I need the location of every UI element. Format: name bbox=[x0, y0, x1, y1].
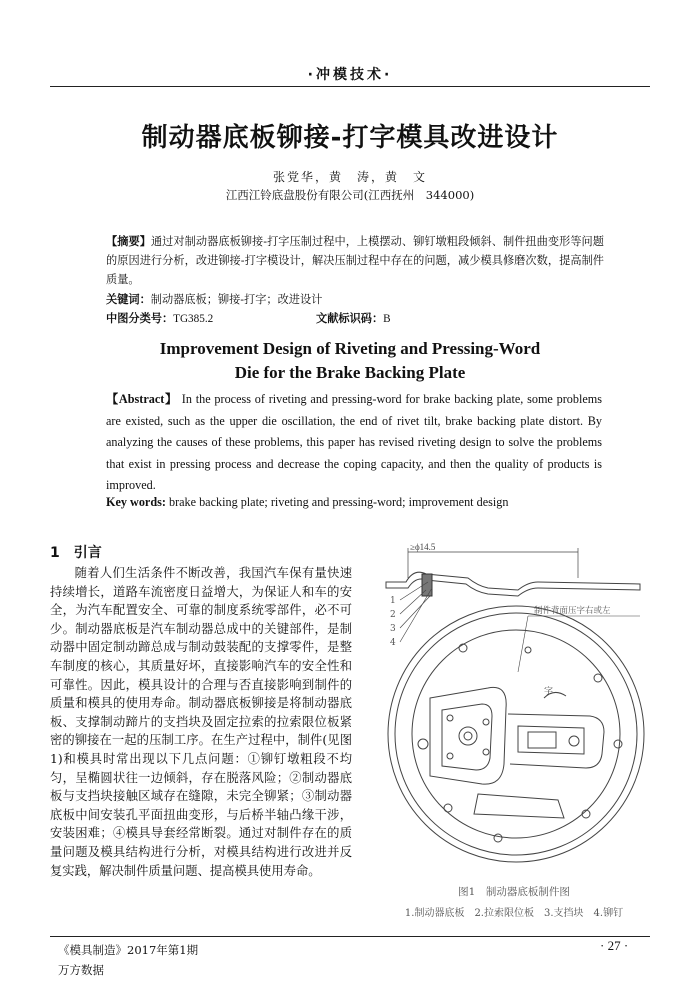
callout-2: 2 bbox=[390, 610, 396, 620]
abstract-cn bbox=[106, 232, 604, 289]
doc-code-value: B bbox=[383, 313, 391, 325]
title-en-line2: Die for the Brake Backing Plate bbox=[234, 363, 466, 382]
journal-citation: 《模具制造》2017年第1期 bbox=[58, 943, 199, 957]
dimension-label: ≥ϕ14.5 bbox=[410, 542, 436, 552]
authors: 张党华，黄 涛，黄 文 bbox=[272, 170, 427, 184]
journal-section-header: ·冲模技术· bbox=[307, 67, 393, 83]
abstract-label-cn: 【摘要】 bbox=[106, 235, 151, 248]
keywords-text-cn: 制动器底板；铆接-打字；改进设计 bbox=[150, 293, 323, 306]
svg-text:字: 字 bbox=[544, 687, 554, 697]
title-en-line1: Improvement Design of Riveting and Pressing-Word bbox=[159, 339, 541, 358]
figure-note: 制件背面压字右或左 bbox=[534, 606, 611, 616]
paper-title-cn: 制动器底板铆接-打字模具改进设计 bbox=[141, 123, 559, 153]
section-body-intro: 随着人们生活条件不断改善，我国汽车保有量快速持续增长，道路车流密度日益增大，为保证人和车的安全，为汽车配置安全、可靠的制度系统零部件，必不可少。制动器底板是汽车制动器总成中的关键部件，是制动器中固定制动蹄总成与制动鼓装配的支撑零件，是整车制度的核心，其质量好坏，直接影响汽车的安全性和可靠性。因此，模具设计的合理与否直接影响到制件的质量和模具的使用寿命。制动器底板铆接是将制动器底板、支撑制动蹄片的支挡块及固定拉索的拉索限位板紧密的铆接在一起的压制工序。在生产过程中，制件(见图1)和模具时常出现以下几点问题：①铆钉墩粗段不均匀，呈椭圆状往一边倾斜，存在脱落风险；②制动器底板与支挡块接触区域存在缝隙，未完全铆紧；③制动器底板中间安装孔平面扭曲变形，与后桥半轴凸缘干涉，安装困难；④模具导套经常断裂。通过对制件存在的质量问题及模具结构进行分析，对模具结构进行改进并反复实践，解决制件质量问题、提高模具使用寿命。 bbox=[50, 566, 352, 878]
figure-legend: 1.制动器底板 2.拉索限位板 3.支挡块 4.铆钉 bbox=[404, 908, 624, 919]
section-heading-intro: 1 引言 bbox=[50, 545, 102, 561]
watermark-text: 万方数据 bbox=[58, 963, 104, 977]
figure-brake-plate-drawing bbox=[378, 538, 650, 878]
callout-3: 3 bbox=[390, 624, 396, 634]
keywords-label-en: Key words: bbox=[106, 495, 166, 509]
affiliation: 江西江铃底盘股份有限公司(江西抚州 344000) bbox=[225, 188, 475, 202]
doc-code-label: 文献标识码： bbox=[316, 312, 384, 325]
abstract-text-en: In the process of riveting and pressing-word for brake backing plate, some problems are existed, such as the upper die oscillation, the end of rivet tilt, brake backing plate distort. By analyzing the causes of these problems, this paper has revised riveting design to solve the problems that exist in pressing process and decrease the coping capacity, and then the quality of products is improved. bbox=[106, 392, 602, 492]
abstract-text-cn: 通过对制动器底板铆接-打字压制过程中，上模摆动、铆钉墩粗段倾斜、制件扭曲变形等问题的原因进行分析，改进铆接-打字模设计，解决压制过程中存在的问题，减少模具修磨次数，提高制件质量。 bbox=[106, 235, 604, 286]
callout-4: 4 bbox=[390, 638, 396, 648]
abstract-en bbox=[106, 389, 602, 497]
page-number: · 27 · bbox=[600, 938, 629, 953]
callout-1: 1 bbox=[390, 596, 396, 606]
clc-value: TG385.2 bbox=[173, 313, 214, 325]
keywords-label-cn: 关键词： bbox=[106, 293, 151, 306]
keywords-cn bbox=[106, 291, 606, 307]
abstract-label-en: 【Abstract】 bbox=[106, 392, 178, 406]
footer-rule bbox=[50, 936, 650, 937]
keywords-text-en: brake backing plate; riveting and pressing-word; improvement design bbox=[168, 495, 509, 509]
figure-caption: 图1 制动器底板制件图 bbox=[458, 886, 570, 898]
paper-title-en bbox=[0, 337, 700, 385]
header-rule bbox=[50, 86, 650, 87]
keywords-en bbox=[106, 495, 508, 510]
clc-label: 中图分类号： bbox=[106, 312, 174, 325]
classification-line bbox=[106, 310, 606, 326]
